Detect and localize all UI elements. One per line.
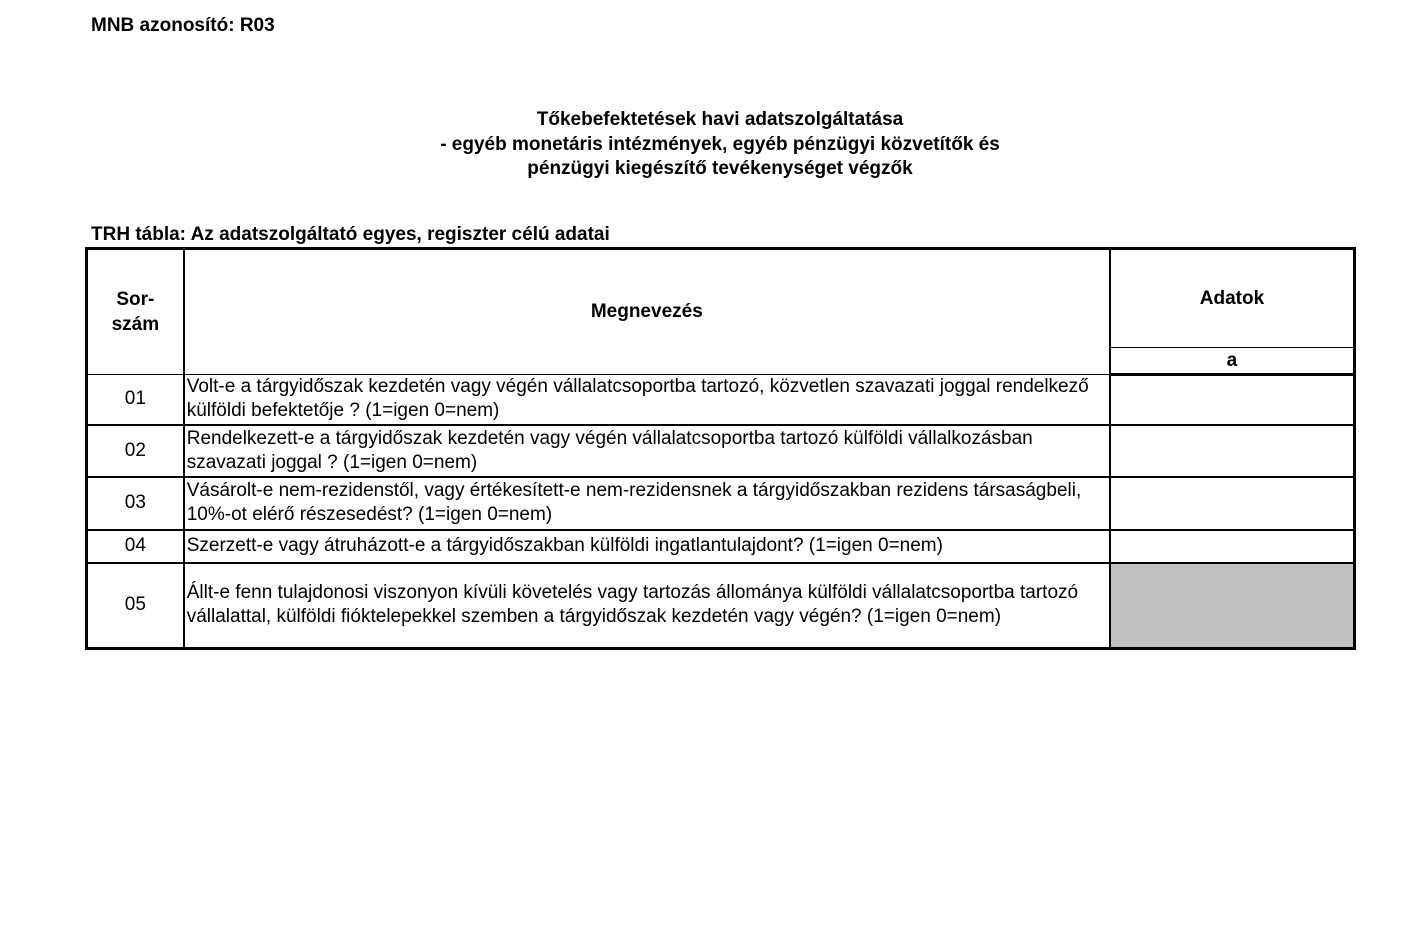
header-name: Megnevezés bbox=[184, 249, 1110, 375]
row-number: 05 bbox=[87, 563, 184, 649]
row-description: Állt-e fenn tulajdonosi viszonyon kívüli követelés vagy tartozás állománya külföldi vállalatcsoportba tartozó vállalattal, külföldi fióktelepekkel szemben a tárgyidőszak kezdetén vagy végén? (1=igen 0=nem) bbox=[184, 563, 1110, 649]
row-data-cell[interactable] bbox=[1110, 530, 1355, 563]
report-title-line-3: pénzügyi kiegészítő tevékenységet végzők bbox=[527, 158, 913, 179]
table-title: TRH tábla: Az adatszolgáltató egyes, regiszter célú adatai bbox=[91, 224, 610, 245]
row-description: Szerzett-e vagy átruházott-e a tárgyidőszakban külföldi ingatlantulajdont? (1=igen 0=nem) bbox=[184, 530, 1110, 563]
row-data-cell[interactable] bbox=[1110, 477, 1355, 530]
header-data-column-a: a bbox=[1110, 348, 1355, 375]
row-description: Rendelkezett-e a tárgyidőszak kezdetén vagy végén vállalatcsoportba tartozó külföldi vállalkozásban szavazati joggal ? (1=igen 0=nem) bbox=[184, 425, 1110, 477]
table-row bbox=[87, 563, 1355, 649]
row-description: Volt-e a tárgyidőszak kezdetén vagy végén vállalatcsoportba tartozó, közvetlen szavazati joggal rendelkező külföldi befektetője ? (1=igen 0=nem) bbox=[184, 375, 1110, 425]
header-row-number-line2: szám bbox=[111, 314, 160, 335]
header-data: Adatok bbox=[1110, 249, 1355, 348]
report-title-line-1: Tőkebefektetések havi adatszolgáltatása bbox=[536, 109, 904, 130]
report-title-line-2: - egyéb monetáris intézmények, egyéb pénzügyi közvetítők és bbox=[440, 133, 1000, 155]
row-data-cell-shaded bbox=[1110, 563, 1355, 649]
row-number: 03 bbox=[87, 477, 184, 530]
row-number: 04 bbox=[87, 530, 184, 563]
report-title bbox=[0, 108, 1405, 182]
row-number: 02 bbox=[87, 425, 184, 477]
row-description: Vásárolt-e nem-rezidenstől, vagy értékesített-e nem-rezidensnek a tárgyidőszakban rezidens társaságbeli, 10%-ot elérő részesedést? (1=igen 0=nem) bbox=[184, 477, 1110, 530]
trh-table bbox=[85, 247, 1356, 650]
header-row-number-line1: Sor- bbox=[116, 289, 155, 310]
table-row bbox=[87, 425, 1355, 477]
row-data-cell[interactable] bbox=[1110, 375, 1355, 425]
header-row-number bbox=[87, 249, 184, 375]
row-data-cell[interactable] bbox=[1110, 425, 1355, 477]
table-row bbox=[87, 375, 1355, 425]
row-number: 01 bbox=[87, 375, 184, 425]
table-row bbox=[87, 477, 1355, 530]
table-row bbox=[87, 530, 1355, 563]
mnb-identifier: MNB azonosító: R03 bbox=[91, 15, 275, 36]
